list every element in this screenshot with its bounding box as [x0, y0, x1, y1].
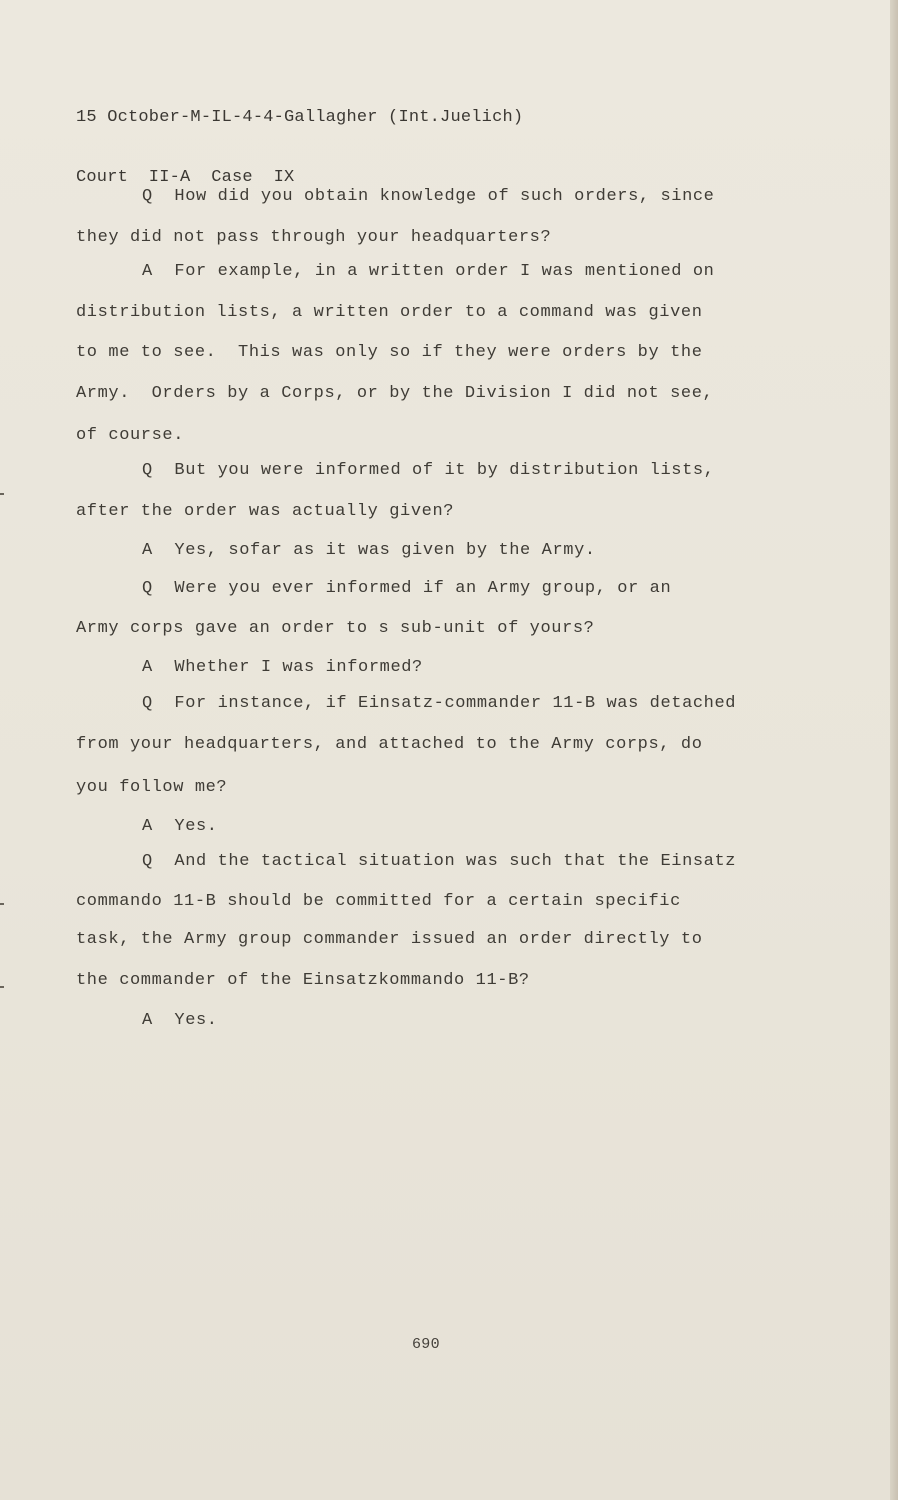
- transcript-line: A Whether I was informed?: [142, 658, 423, 677]
- transcript-line: to me to see. This was only so if they were orders by the: [76, 343, 703, 362]
- transcript-line: Q For instance, if Einsatz-commander 11-B was detached: [142, 694, 737, 713]
- transcript-line: the commander of the Einsatzkommando 11-B?: [76, 971, 530, 990]
- header-line-1: 15 October-M-IL-4-4-Gallagher (Int.Juelich): [76, 108, 524, 127]
- header-line-2: Court II-A Case IX: [76, 168, 295, 187]
- transcript-line: of course.: [76, 426, 185, 445]
- margin-mark: [0, 986, 4, 988]
- page-number: 690: [412, 1336, 440, 1353]
- transcript-line: A Yes.: [142, 817, 218, 836]
- transcript-line: task, the Army group commander issued an order directly to: [76, 930, 703, 949]
- transcript-line: commando 11-B should be committed for a certain specific: [76, 892, 681, 911]
- transcript-line: from your headquarters, and attached to the Army corps, do: [76, 735, 703, 754]
- transcript-line: Q And the tactical situation was such that the Einsatz: [142, 852, 737, 871]
- transcript-line: Army. Orders by a Corps, or by the Division I did not see,: [76, 384, 714, 403]
- transcript-line: after the order was actually given?: [76, 502, 455, 521]
- transcript-line: you follow me?: [76, 778, 228, 797]
- transcript-line: A For example, in a written order I was mentioned on: [142, 262, 715, 281]
- transcript-line: Q Were you ever informed if an Army group, or an: [142, 579, 672, 598]
- page-edge: [890, 0, 898, 1500]
- margin-mark: [0, 903, 4, 905]
- transcript-line: distribution lists, a written order to a command was given: [76, 303, 703, 322]
- transcript-line: they did not pass through your headquarters?: [76, 228, 552, 247]
- transcript-line: Q But you were informed of it by distribution lists,: [142, 461, 715, 480]
- transcript-line: A Yes, sofar as it was given by the Army.: [142, 541, 596, 560]
- transcript-line: A Yes.: [142, 1011, 218, 1030]
- transcript-line: Q How did you obtain knowledge of such orders, since: [142, 187, 715, 206]
- margin-mark: [0, 493, 4, 495]
- transcript-line: Army corps gave an order to s sub-unit of yours?: [76, 619, 595, 638]
